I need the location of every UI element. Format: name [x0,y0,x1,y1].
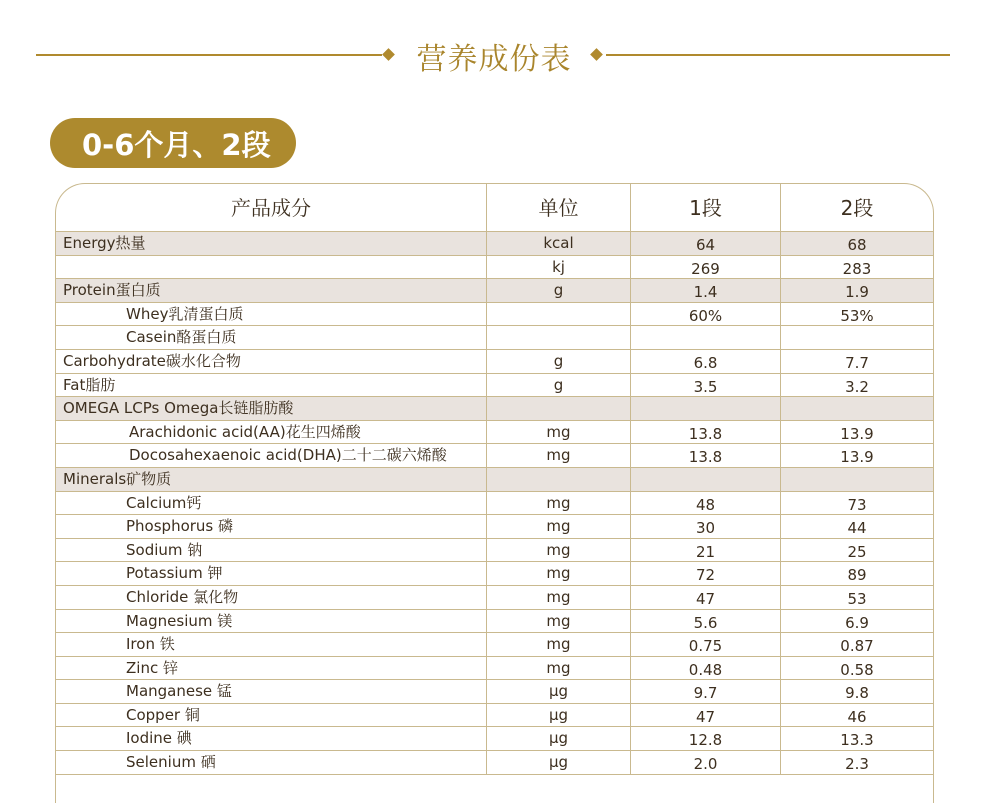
ingredient-name: Iron 铁 [56,633,487,656]
stage1-value: 12.8 [631,727,781,750]
table-row [56,350,933,374]
column-header-unit: 单位 [487,184,631,231]
stage1-value [631,326,781,349]
ingredient-name: Sodium 钠 [56,539,487,562]
stage1-value [631,468,781,491]
page-header [0,0,990,110]
table-row [56,751,933,775]
stage1-value: 3.5 [631,374,781,397]
unit-cell: mg [487,562,631,585]
stage2-value: 13.9 [840,448,874,467]
stage2-value: 6.9 [845,613,869,632]
diamond-icon [590,48,603,61]
table-row [56,515,933,539]
stage1-value: 48 [631,492,781,515]
stage2-value: 89 [847,566,867,585]
stage2-value: 283 [842,259,872,278]
stage2-value: 0.58 [840,660,874,679]
stage2-value: 53% [840,306,874,325]
header-line-right [606,54,950,56]
table-row [56,232,933,256]
stage2-value [781,468,933,491]
ingredient-name: Minerals矿物质 [56,468,487,491]
table-row [56,610,933,634]
unit-cell: mg [487,539,631,562]
stage2-value: 2.3 [845,755,869,774]
unit-cell: mg [487,492,631,515]
stage1-value: 47 [631,586,781,609]
table-row [56,444,933,468]
table-row [56,374,933,398]
stage2-value: 68 [847,236,867,254]
ingredient-name: Calcium钙 [56,492,487,515]
table-row [56,562,933,586]
table-header-row [56,184,933,232]
stage1-value: 72 [631,562,781,585]
unit-cell [487,468,631,491]
ingredient-name: Copper 铜 [56,704,487,727]
table-row [56,680,933,704]
table-row [56,256,933,280]
ingredient-name: OMEGA LCPs Omega长链脂肪酸 [56,397,487,420]
unit-cell: mg [487,444,631,467]
stage1-value: 30 [631,515,781,538]
ingredient-name: Fat脂肪 [56,374,487,397]
ingredient-name [56,256,487,279]
stage1-value: 269 [631,256,781,279]
ingredient-name: Chloride 氯化物 [56,586,487,609]
unit-cell: µg [487,680,631,703]
table-row [56,727,933,751]
stage1-value: 13.8 [631,444,781,467]
unit-cell [487,326,631,349]
stage1-value [631,397,781,420]
ingredient-name: Protein蛋白质 [56,279,487,302]
unit-cell: µg [487,704,631,727]
stage1-value: 21 [631,539,781,562]
stage2-value: 13.9 [840,424,874,443]
page-title: 营养成份表 [416,42,572,77]
table-row [56,586,933,610]
table-row [56,397,933,421]
stage2-value: 7.7 [845,353,869,372]
stage1-value: 47 [631,704,781,727]
column-header-stage2: 2段 [840,196,874,220]
stage2-value: 73 [847,495,867,514]
stage1-value: 64 [631,232,781,255]
unit-cell: mg [487,586,631,609]
table-row [56,492,933,516]
table-row [56,539,933,563]
ingredient-name: Manganese 锰 [56,680,487,703]
unit-cell: mg [487,610,631,633]
stage1-value: 1.4 [631,279,781,302]
unit-cell: g [487,279,631,302]
stage2-value [781,326,933,349]
stage1-value: 9.7 [631,680,781,703]
ingredient-name: Carbohydrate碳水化合物 [56,350,487,373]
unit-cell: mg [487,657,631,680]
unit-cell: mg [487,515,631,538]
stage1-value: 60% [631,303,781,326]
stage2-value: 0.87 [840,637,874,656]
stage2-value: 25 [847,542,867,561]
unit-cell [487,397,631,420]
ingredient-name: Casein酪蛋白质 [56,326,487,349]
unit-cell: µg [487,727,631,750]
ingredient-name: Energy热量 [56,232,487,255]
ingredient-name: Docosahexaenoic acid(DHA)二十二碳六烯酸 [56,444,487,467]
nutrition-table [55,183,934,803]
unit-cell: µg [487,751,631,774]
stage2-value: 9.8 [845,684,869,703]
table-row [56,704,933,728]
table-row [56,468,933,492]
section-label: 0-6个月、2段 [50,118,296,168]
diamond-icon [382,48,395,61]
table-row [56,657,933,681]
stage1-value: 2.0 [631,751,781,774]
unit-cell [487,303,631,326]
ingredient-name: Magnesium 镁 [56,610,487,633]
unit-cell: g [487,374,631,397]
ingredient-name: Selenium 硒 [56,751,487,774]
table-row [56,421,933,445]
unit-cell: mg [487,633,631,656]
stage1-value: 13.8 [631,421,781,444]
stage2-value [781,397,933,420]
ingredient-name: Iodine 碘 [56,727,487,750]
table-row [56,279,933,303]
ingredient-name: Potassium 钾 [56,562,487,585]
table-row [56,326,933,350]
table-row [56,303,933,327]
column-header-stage1: 1段 [631,184,781,231]
ingredient-name: Whey乳清蛋白质 [56,303,487,326]
table-body [56,232,933,775]
ingredient-name: Arachidonic acid(AA)花生四烯酸 [56,421,487,444]
unit-cell: mg [487,421,631,444]
stage2-value: 1.9 [845,283,869,302]
stage2-value: 46 [847,707,867,726]
stage2-value: 53 [847,589,867,608]
stage1-value: 0.75 [631,633,781,656]
stage1-value: 5.6 [631,610,781,633]
column-header-ingredient: 产品成分 [56,184,487,231]
stage1-value: 6.8 [631,350,781,373]
table-row [56,633,933,657]
stage1-value: 0.48 [631,657,781,680]
stage2-value: 13.3 [840,731,874,750]
unit-cell: kj [487,256,631,279]
unit-cell: g [487,350,631,373]
stage2-value: 44 [847,519,867,538]
ingredient-name: Zinc 锌 [56,657,487,680]
header-line-left [36,54,382,56]
stage2-value: 3.2 [845,377,869,396]
ingredient-name: Phosphorus 磷 [56,515,487,538]
unit-cell: kcal [487,232,631,255]
